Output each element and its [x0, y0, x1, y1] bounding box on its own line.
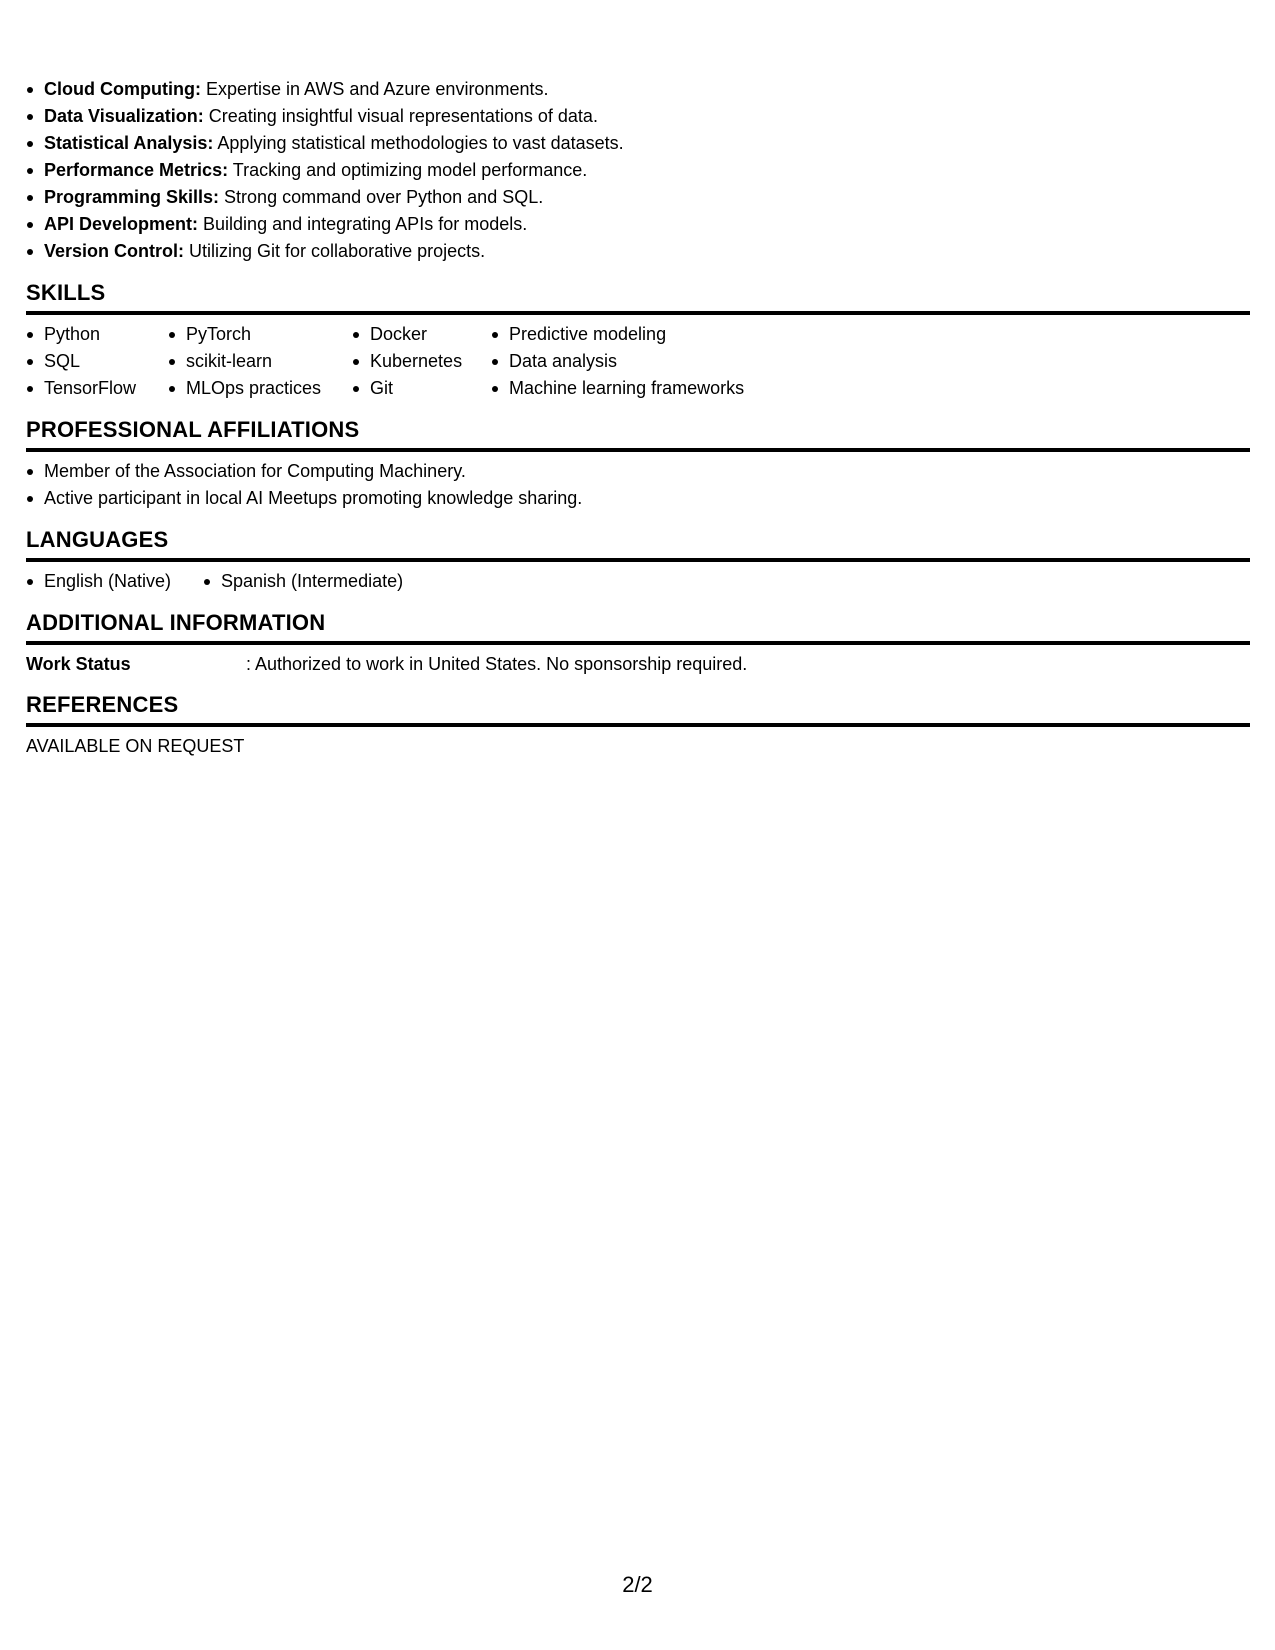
skills-column [491, 321, 791, 402]
work-status-value: : Authorized to work in United States. No sponsorship required. [246, 654, 748, 674]
highlight-lead: Version Control: [44, 241, 185, 261]
skill-item: Docker [352, 321, 491, 348]
skill-item: PyTorch [168, 321, 352, 348]
highlight-lead: Cloud Computing: [44, 79, 201, 99]
skill-item: Kubernetes [352, 348, 491, 375]
section-title-skills: SKILLS [26, 280, 1250, 315]
skills-column [352, 321, 491, 402]
list-item [26, 211, 1250, 238]
section-title-languages: LANGUAGES [26, 527, 1250, 562]
highlight-text: Utilizing Git for collaborative projects. [184, 241, 486, 261]
list-item: Member of the Association for Computing Machinery. [26, 458, 1250, 485]
page-number: 2/2 [622, 1572, 653, 1597]
skill-item: Python [26, 321, 168, 348]
highlight-text: Creating insightful visual representations of data. [203, 106, 598, 126]
skill-item: Predictive modeling [491, 321, 791, 348]
language-item: English (Native) [26, 568, 203, 595]
languages-column [26, 568, 203, 595]
work-status-label: Work Status [26, 654, 131, 674]
skills-column [168, 321, 352, 402]
skill-item: SQL [26, 348, 168, 375]
language-item: Spanish (Intermediate) [203, 568, 403, 595]
additional-info-section [26, 610, 1250, 677]
highlight-text: Applying statistical methodologies to vast datasets. [213, 133, 624, 153]
list-item [26, 76, 1250, 103]
section-title-affiliations: PROFESSIONAL AFFILIATIONS [26, 417, 1250, 452]
affiliations-list [26, 458, 1250, 512]
languages-row [26, 568, 1250, 595]
highlight-lead: Data Visualization: [44, 106, 204, 126]
references-text: AVAILABLE ON REQUEST [26, 736, 245, 756]
list-item [26, 157, 1250, 184]
references-section [26, 692, 1250, 759]
affiliations-section [26, 417, 1250, 512]
highlight-text: Tracking and optimizing model performance. [228, 160, 588, 180]
resume-page [26, 76, 1250, 759]
skill-item: Machine learning frameworks [491, 375, 791, 402]
highlight-text: Expertise in AWS and Azure environments. [200, 79, 549, 99]
section-title-additional-info: ADDITIONAL INFORMATION [26, 610, 1250, 645]
highlight-text: Strong command over Python and SQL. [219, 187, 544, 207]
highlight-lead: Performance Metrics: [44, 160, 229, 180]
section-title-references: REFERENCES [26, 692, 1250, 727]
skills-column [26, 321, 168, 402]
highlight-lead: Statistical Analysis: [44, 133, 214, 153]
languages-section [26, 527, 1250, 595]
languages-column [203, 568, 403, 595]
highlights-list [26, 76, 1250, 265]
skill-item: TensorFlow [26, 375, 168, 402]
list-item: Active participant in local AI Meetups promoting knowledge sharing. [26, 485, 1250, 512]
work-status-row [26, 651, 1250, 677]
skills-section [26, 280, 1250, 402]
skill-item: Git [352, 375, 491, 402]
skill-item: scikit-learn [168, 348, 352, 375]
list-item [26, 184, 1250, 211]
skill-item: Data analysis [491, 348, 791, 375]
highlight-lead: Programming Skills: [44, 187, 220, 207]
list-item [26, 238, 1250, 265]
list-item [26, 130, 1250, 157]
skill-item: MLOps practices [168, 375, 352, 402]
list-item [26, 103, 1250, 130]
highlight-text: Building and integrating APIs for models. [198, 214, 528, 234]
skills-grid [26, 321, 1250, 402]
highlight-lead: API Development: [44, 214, 199, 234]
